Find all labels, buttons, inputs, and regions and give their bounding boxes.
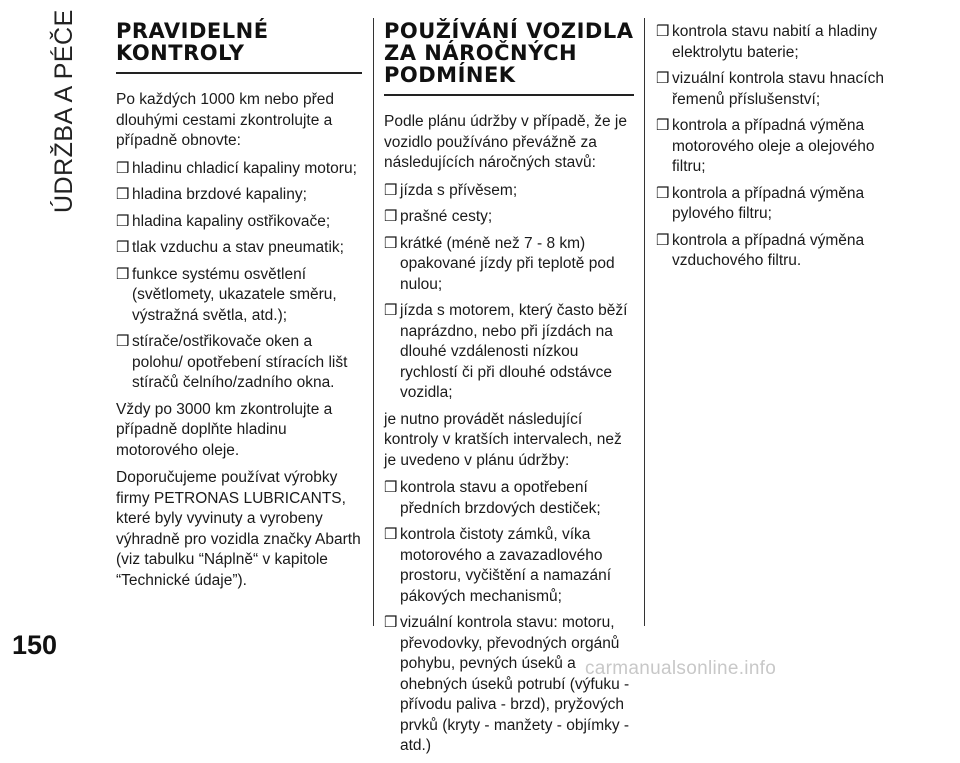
list-item: ❒ stírače/ostřikovače oken a polohu/ opotřebení stíracích lišt stíračů čelního/zadního okna. [116,333,348,391]
list-item: ❒ kontrola a případná výměna pylového filtru; [656,184,865,222]
checkbox-bullet-icon: ❒ [384,208,398,225]
paragraph: je nutno provádět následující kontroly v kratších intervalech, než je uvedeno v plánu údržby: [384,410,622,469]
checkbox-bullet-icon: ❒ [384,526,398,543]
list-item: ❒ jízda s přívěsem; [384,181,634,202]
checkbox-bullet-icon: ❒ [384,479,398,496]
list-item: ❒ tlak vzduchu a stav pneumatik; [116,238,362,259]
list-item: ❒ hladina kapaliny ostřikovače; [116,212,362,233]
list-item: ❒ kontrola čistoty zámků, víka motorového a zavazadlového prostoru, vyčištění a namazání pákových mechanismů; [384,526,612,605]
list-item: ❒ vizuální kontrola stavu hnacích řemenů příslušenství; [656,70,884,108]
checkbox-bullet-icon: ❒ [656,117,670,134]
checkbox-bullet-icon: ❒ [656,231,670,249]
checkbox-bullet-icon: ❒ [116,186,130,203]
list-item: ❒ kontrola stavu nabití a hladiny elektrolytu baterie; [656,23,878,61]
list-item: ❒ kontrola a případná výměna motorového oleje a olejového filtru; [656,117,875,175]
column-regular-checks [116,20,362,598]
column-checks-continued [656,22,908,278]
checkbox-bullet-icon: ❒ [116,159,130,177]
heading-rule [116,72,362,74]
list-item: ❒ krátké (méně než 7 - 8 km) opakované jízdy při teplotě pod nulou; [384,234,615,293]
checkbox-bullet-icon: ❒ [384,234,398,252]
list-item: ❒ vizuální kontrola stavu: motoru, převodovky, převodných orgánů pohybu, pevných úseků a ohebných úseků potrubí (výfuku - přívodu paliva - brzd), pryžových prvků (kryty - manžety - objímky - atd.) [384,614,630,754]
checkbox-bullet-icon: ❒ [384,614,398,631]
heading-severe-conditions: POUŽÍVÁNÍ VOZIDLA ZA NÁROČNÝCH PODMÍNEK [384,19,634,87]
checkbox-bullet-icon: ❒ [116,239,130,256]
heading-rule [384,94,634,96]
list-item: ❒ funkce systému osvětlení (světlomety, ukazatele směru, výstražná světla, atd.); [116,265,337,324]
list-item: ❒ hladina brzdové kapaliny; [116,185,362,206]
checkbox-bullet-icon: ❒ [384,302,398,319]
section-title-vertical: ÚDRŽBA A PÉČE [50,9,78,213]
paragraph: Po každých 1000 km nebo před dlouhými cestami zkontrolujte a případně obnovte: [116,91,334,149]
list-item: ❒ hladinu chladicí kapaliny motoru; [116,159,362,180]
list-item: ❒ prašné cesty; [384,207,634,228]
paragraph: Podle plánu údržby v případě, že je vozidlo používáno převážně za následujících náročných stavů: [384,113,627,171]
column-divider [644,18,645,626]
list-item: ❒ jízda s motorem, který často běží naprázdno, nebo při jízdách na dlouhé vzdálenosti nízkou rychlostí či při dlouhé odstávce vozidla; [384,302,628,401]
checkbox-bullet-icon: ❒ [116,212,130,230]
column-severe-conditions [384,20,634,763]
watermark-text: carmanualsonline.info [585,658,777,679]
checkbox-bullet-icon: ❒ [384,181,398,199]
column-divider [373,18,374,626]
checklist [384,478,634,757]
checkbox-bullet-icon: ❒ [656,184,670,202]
paragraph: Vždy po 3000 km zkontrolujte a případně doplňte hladinu motorového oleje. [116,400,333,459]
checkbox-bullet-icon: ❒ [656,23,670,40]
list-item: ❒ kontrola a případná výměna vzduchového filtru. [656,231,865,269]
page-number: 150 [12,630,58,660]
list-item: ❒ kontrola stavu a opotřebení předních brzdových destiček; [384,479,601,517]
checklist [384,181,634,404]
checklist [656,22,908,272]
checkbox-bullet-icon: ❒ [116,265,130,283]
checklist [116,159,362,394]
heading-regular-checks: PRAVIDELNÉ KONTROLY [116,19,269,65]
checkbox-bullet-icon: ❒ [116,333,130,350]
paragraph: Doporučujeme používat výrobky firmy PETRONAS LUBRICANTS, které byly vyvinuty a vyrobeny výhradně pro vozidla značky Abarth (viz tabulku “Náplně“ v kapitole “Technické údaje”). [116,469,361,589]
checkbox-bullet-icon: ❒ [656,70,670,87]
